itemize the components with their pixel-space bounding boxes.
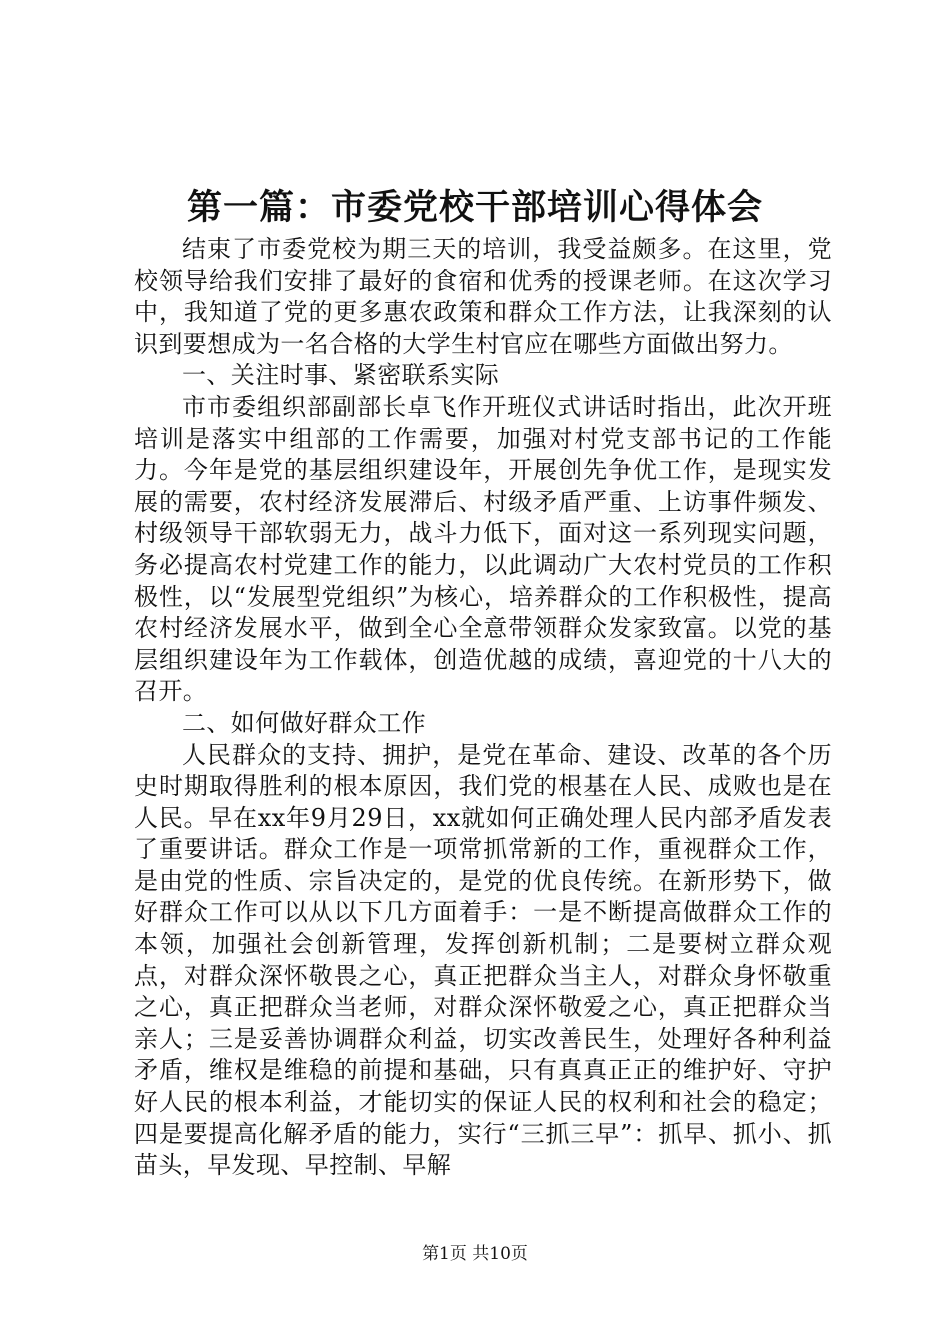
document-body — [134, 234, 832, 1182]
document-title: 第一篇：市委党校干部培训心得体会 — [186, 187, 763, 228]
page-number-footer: 第1页 共10页 — [422, 1244, 528, 1264]
intro-paragraph: 结束了市委党校为期三天的培训，我受益颇多。在这里，党校领导给我们安排了最好的食宿和优秀的授课老师。在这次学习中，我知道了党的更多惠农政策和群众工作方法，让我深刻的认识到要想成为一名合格的大学生村官应在哪些方面做出努力。 — [134, 235, 832, 358]
section-2-paragraph: 人民群众的支持、拥护，是党在革命、建设、改革的各个历史时期取得胜利的根本原因，我们党的根基在人民、成败也是在人民。早在xx年9月29日，xx就如何正确处理人民内部矛盾发表了重要讲话。群众工作是一项常抓常新的工作，重视群众工作，是由党的性质、宗旨决定的，是党的优良传统。在新形势下，做好群众工作可以从以下几方面着手：一是不断提高做群众工作的本领，加强社会创新管理，发挥创新机制；二是要树立群众观点，对群众深怀敬畏之心，真正把群众当主人，对群众身怀敬重之心，真正把群众当老师，对群众深怀敬爱之心，真正把群众当亲人；三是妥善协调群众利益，切实改善民生，处理好各种利益矛盾，维权是维稳的前提和基础，只有真真正正的维护好、守护好人民的根本利益，才能切实的保证人民的权利和社会的稳定；四是要提高化解矛盾的能力，实行“三抓三早”：抓早、抓小、抓苗头，早发现、早控制、早解 — [134, 740, 832, 1180]
section-1-paragraph: 市市委组织部副部长卓飞作开班仪式讲话时指出，此次开班培训是落实中组部的工作需要，加强对村党支部书记的工作能力。今年是党的基层组织建设年，开展创先争优工作，是现实发展的需要，农村经济发展滞后、村级矛盾严重、上访事件频发、村级领导干部软弱无力，战斗力低下，面对这一系列现实问题，务必提高农村党建工作的能力，以此调动广大农村党员的工作积极性，以“发展型党组织”为核心，培养群众的工作积极性，提高农村经济发展水平，做到全心全意带领群众发家致富。以党的基层组织建设年为工作载体，创造优越的成绩，喜迎党的十八大的召开。 — [134, 392, 832, 706]
section-1-heading: 一、关注时事、紧密联系实际 — [182, 361, 500, 390]
section-2-heading: 二、如何做好群众工作 — [182, 708, 426, 737]
